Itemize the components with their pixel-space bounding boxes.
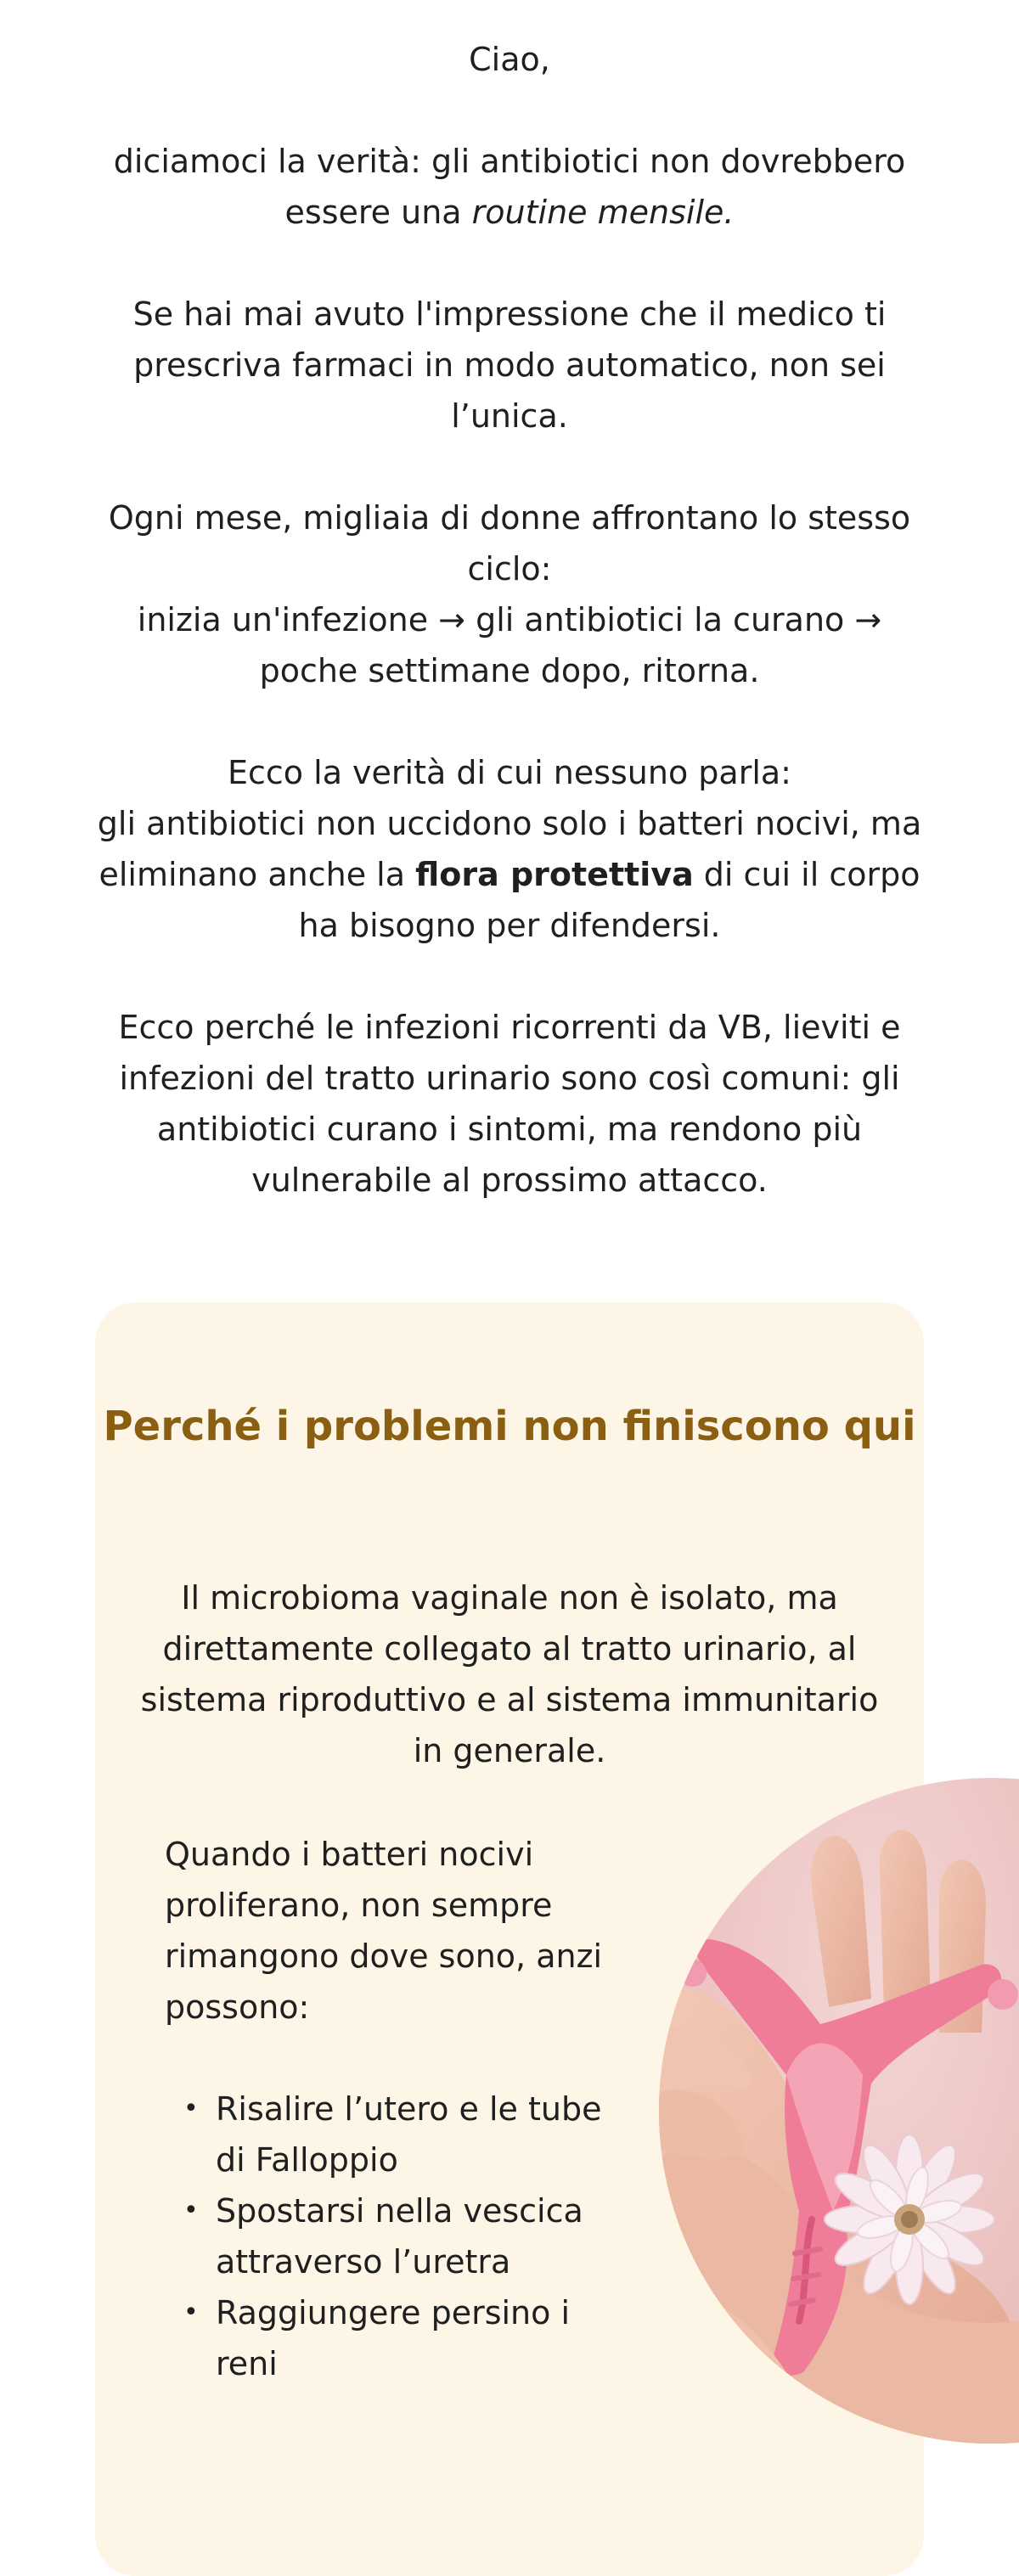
intro-p4-bold: flora protettiva	[415, 856, 694, 893]
bullet-list	[165, 2084, 623, 2389]
intro-p3-line2: inizia un'infezione → gli antibiotici la curano → poche settimane dopo, ritorna.	[137, 601, 882, 689]
intro-paragraph-4	[93, 747, 926, 951]
intro-section	[93, 34, 926, 1257]
bullet-icon: •	[183, 2094, 199, 2123]
intro-paragraph-1	[93, 136, 926, 238]
card-intro: Il microbioma vaginale non è isolato, ma direttamente collegato al tratto urinario, al sistema riproduttivo e al sistema immunitario in generale.	[140, 1579, 879, 1769]
intro-p1-emphasis: routine mensile.	[471, 194, 735, 231]
intro-p1-text: diciamoci la verità: gli antibiotici non dovrebbero essere una	[113, 143, 906, 231]
intro-p4-after: di cui il corpo ha bisogno per difendersi.	[298, 856, 920, 944]
intro-paragraph-5: Ecco perché le infezioni ricorrenti da VB, lieviti e infezioni del tratto urinario sono così comuni: gli antibiotici curano i sintomi, ma rendono più vulnerabile al prossimo attacco.	[118, 1009, 901, 1199]
list-item-text: Spostarsi nella vescica attraverso l’uretra	[216, 2192, 583, 2281]
bullet-icon: •	[183, 2196, 199, 2225]
list-item-text: Raggiungere persino i reni	[216, 2294, 571, 2382]
intro-paragraph-3	[93, 492, 926, 696]
card-body	[165, 1829, 623, 2389]
intro-p3-line1: Ogni mese, migliaia di donne affrontano lo stesso ciclo:	[108, 499, 911, 588]
card-title: Perché i problemi non finiscono qui	[103, 1403, 916, 1450]
list-item-text: Risalire l’utero e le tube di Falloppio	[216, 2090, 602, 2179]
intro-p4-line1: Ecco la verità di cui nessuno parla:	[228, 754, 791, 791]
greeting: Ciao,	[469, 41, 550, 78]
card-lead: Quando i batteri nocivi proliferano, non sempre rimangono dove sono, anzi possono:	[165, 1836, 603, 2026]
list-item	[183, 2185, 623, 2287]
intro-p4-text: gli antibiotici non uccidono solo i batteri nocivi, ma eliminano anche la	[97, 805, 922, 893]
list-item	[183, 2287, 623, 2389]
intro-paragraph-2: Se hai mai avuto l'impressione che il medico ti prescriva farmaci in modo automatico, non sei l’unica.	[132, 295, 887, 435]
uterus-illustration	[659, 1778, 1019, 2444]
list-item	[183, 2084, 623, 2185]
bullet-icon: •	[183, 2298, 199, 2327]
